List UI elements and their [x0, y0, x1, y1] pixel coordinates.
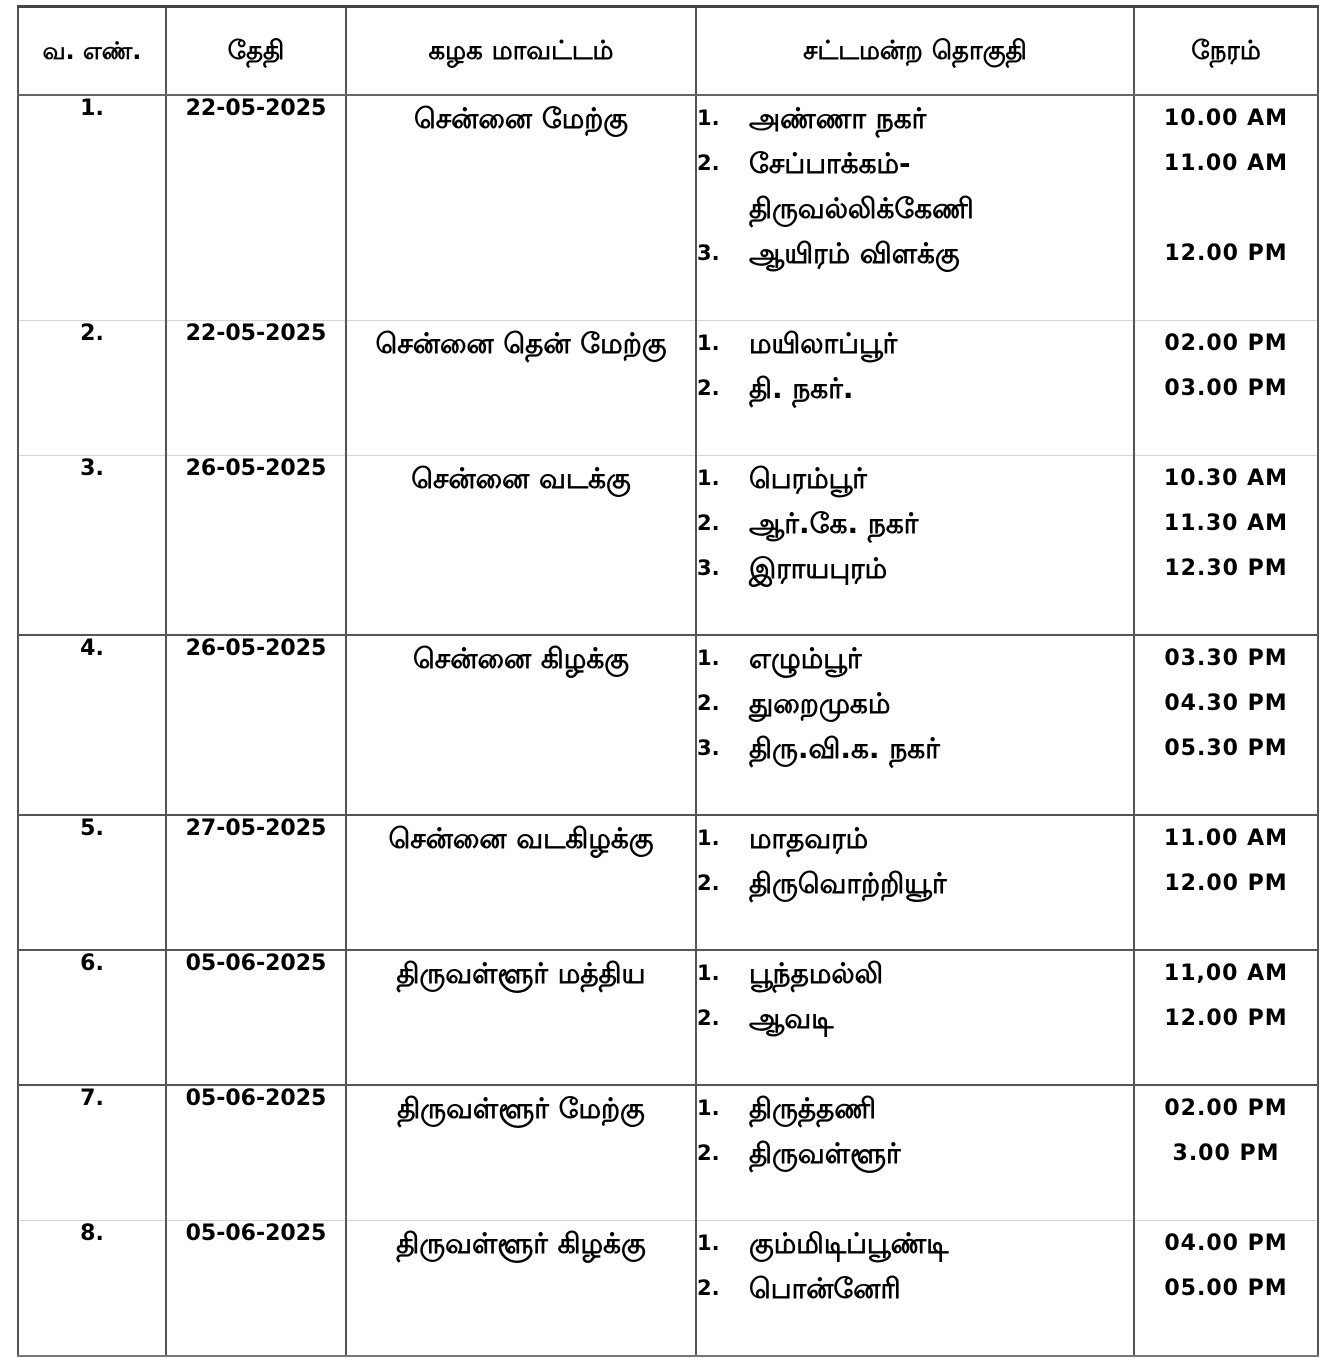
row-sno: 3.	[18, 455, 166, 635]
constituency-name: திரு.வி.க. நகர்	[749, 732, 940, 765]
item-number: 3.	[697, 736, 720, 760]
constituency-name: ஆர்.கே. நகர்	[749, 506, 919, 540]
constituency-name: திருவொற்றியூர்	[749, 867, 947, 900]
row-date: 05-06-2025	[166, 950, 346, 1085]
constituency-item	[697, 141, 1133, 231]
item-number: 1.	[697, 1230, 720, 1255]
row-district: சென்னை கிழக்கு	[346, 635, 696, 815]
constituency-item	[697, 456, 1133, 501]
row-date: 05-06-2025	[166, 1220, 346, 1356]
row-times	[1134, 635, 1318, 815]
constituency-name: பொன்னேரி	[749, 1271, 901, 1305]
row-times	[1134, 455, 1318, 635]
item-number: 2.	[697, 691, 720, 715]
item-number: 1.	[697, 646, 720, 670]
time-slot: 04.30 PM	[1164, 691, 1288, 716]
item-number: 2.	[697, 871, 720, 895]
table-row	[18, 635, 1318, 815]
constituency-item	[697, 96, 1133, 141]
time-slot: 10.00 AM	[1163, 106, 1289, 131]
schedule-table	[17, 5, 1319, 1357]
constituency-name: மாதவரம்	[749, 822, 869, 855]
time-slot: 11.00 AM	[1163, 151, 1289, 176]
table-row	[18, 320, 1318, 455]
constituency-item	[697, 501, 1133, 546]
item-number: 1.	[697, 465, 720, 490]
constituency-item	[697, 1086, 1133, 1131]
item-number: 1.	[697, 961, 720, 985]
row-district: சென்னை தென் மேற்கு	[346, 320, 696, 455]
constituency-item	[697, 321, 1133, 366]
row-sno: 2.	[18, 320, 166, 455]
row-constituencies	[696, 635, 1134, 815]
time-slot: 02.00 PM	[1164, 1096, 1288, 1121]
constituency-name: திருத்தணி	[749, 1092, 877, 1125]
table-row	[18, 815, 1318, 950]
item-number: 2.	[697, 375, 720, 400]
item-number: 3.	[697, 241, 720, 265]
constituency-item	[697, 951, 1133, 996]
time-slot: 02.00 PM	[1164, 330, 1288, 356]
row-constituencies	[696, 1220, 1134, 1356]
row-constituencies	[696, 1085, 1134, 1220]
header-time: நேரம்	[1134, 7, 1318, 96]
row-sno: 8.	[18, 1220, 166, 1356]
row-sno: 4.	[18, 635, 166, 815]
item-number: 1.	[697, 1096, 720, 1120]
row-constituencies	[696, 950, 1134, 1085]
constituency-name: பூந்தமல்லி	[749, 957, 884, 990]
time-slot: 11.00 AM	[1163, 826, 1289, 851]
constituency-name: பெரம்பூர்	[749, 461, 867, 495]
constituency-item	[697, 1131, 1133, 1176]
constituency-name: சேப்பாக்கம்-திருவல்லிக்கேணி	[749, 147, 974, 225]
constituency-name: ஆயிரம் விளக்கு	[749, 237, 960, 270]
row-district: சென்னை மேற்கு	[346, 95, 696, 320]
constituency-item	[697, 726, 1133, 771]
row-sno: 1.	[18, 95, 166, 320]
constituency-item	[697, 366, 1133, 411]
item-number: 2.	[697, 1141, 720, 1165]
constituency-item	[697, 1221, 1133, 1266]
constituency-item	[697, 816, 1133, 861]
row-date: 26-05-2025	[166, 455, 346, 635]
time-slot: 04.00 PM	[1164, 1230, 1288, 1256]
header-date: தேதி	[166, 7, 346, 96]
item-number: 2.	[697, 510, 720, 535]
row-sno: 7.	[18, 1085, 166, 1220]
row-sno: 6.	[18, 950, 166, 1085]
constituency-name: அண்ணா நகர்	[749, 102, 927, 135]
time-spacer	[1135, 186, 1317, 231]
time-slot: 11.30 AM	[1163, 510, 1289, 536]
time-slot: 05.00 PM	[1164, 1275, 1288, 1301]
time-slot: 05.30 PM	[1164, 736, 1288, 761]
time-slot: 03.30 PM	[1164, 646, 1288, 671]
constituency-item	[697, 1266, 1133, 1311]
row-date: 27-05-2025	[166, 815, 346, 950]
item-number: 2.	[697, 151, 720, 175]
item-number: 2.	[697, 1006, 720, 1030]
constituency-name: மயிலாப்பூர்	[749, 326, 898, 360]
row-district: சென்னை வடகிழக்கு	[346, 815, 696, 950]
constituency-name: எழும்பூர்	[749, 642, 862, 675]
constituency-item	[697, 546, 1133, 591]
row-district: திருவள்ளூர் மேற்கு	[346, 1085, 696, 1220]
item-number: 1.	[697, 330, 720, 355]
time-slot: 3.00 PM	[1172, 1141, 1280, 1166]
row-times	[1134, 95, 1318, 320]
header-sno: வ. எண்.	[18, 7, 166, 96]
constituency-name: திருவள்ளூர்	[749, 1137, 901, 1170]
constituency-item	[697, 636, 1133, 681]
item-number: 1.	[697, 826, 720, 850]
table-row	[18, 95, 1318, 320]
row-times	[1134, 1220, 1318, 1356]
table-row	[18, 950, 1318, 1085]
item-number: 2.	[697, 1275, 720, 1300]
time-slot: 12.00 PM	[1164, 1006, 1288, 1031]
constituency-item	[697, 231, 1133, 276]
header-constituency: சட்டமன்ற தொகுதி	[696, 7, 1134, 96]
row-constituencies	[696, 95, 1134, 320]
row-constituencies	[696, 320, 1134, 455]
time-slot: 12.00 PM	[1164, 871, 1288, 896]
row-times	[1134, 815, 1318, 950]
row-district: திருவள்ளூர் மத்திய	[346, 950, 696, 1085]
row-times	[1134, 950, 1318, 1085]
constituency-name: துறைமுகம்	[749, 687, 891, 720]
row-district: திருவள்ளூர் கிழக்கு	[346, 1220, 696, 1356]
row-sno: 5.	[18, 815, 166, 950]
row-date: 26-05-2025	[166, 635, 346, 815]
table-row	[18, 1220, 1318, 1356]
time-slot: 12.30 PM	[1164, 555, 1288, 581]
row-date: 22-05-2025	[166, 95, 346, 320]
constituency-name: ஆவடி	[749, 1002, 834, 1035]
time-slot: 03.00 PM	[1164, 375, 1288, 401]
time-slot: 12.00 PM	[1164, 241, 1288, 266]
time-slot: 11,00 AM	[1163, 961, 1289, 986]
constituency-item	[697, 681, 1133, 726]
time-slot: 10.30 AM	[1163, 465, 1289, 491]
constituency-item	[697, 861, 1133, 906]
table-row	[18, 455, 1318, 635]
constituency-item	[697, 996, 1133, 1041]
header-district: கழக மாவட்டம்	[346, 7, 696, 96]
table-row	[18, 1085, 1318, 1220]
row-date: 05-06-2025	[166, 1085, 346, 1220]
row-times	[1134, 320, 1318, 455]
header-row	[18, 7, 1318, 96]
row-times	[1134, 1085, 1318, 1220]
row-constituencies	[696, 455, 1134, 635]
row-district: சென்னை வடக்கு	[346, 455, 696, 635]
item-number: 3.	[697, 555, 720, 580]
row-date: 22-05-2025	[166, 320, 346, 455]
constituency-name: தி. நகர்.	[749, 371, 854, 405]
constituency-name: இராயபுரம்	[749, 551, 888, 585]
item-number: 1.	[697, 106, 720, 130]
constituency-name: கும்மிடிப்பூண்டி	[749, 1226, 949, 1260]
row-constituencies	[696, 815, 1134, 950]
